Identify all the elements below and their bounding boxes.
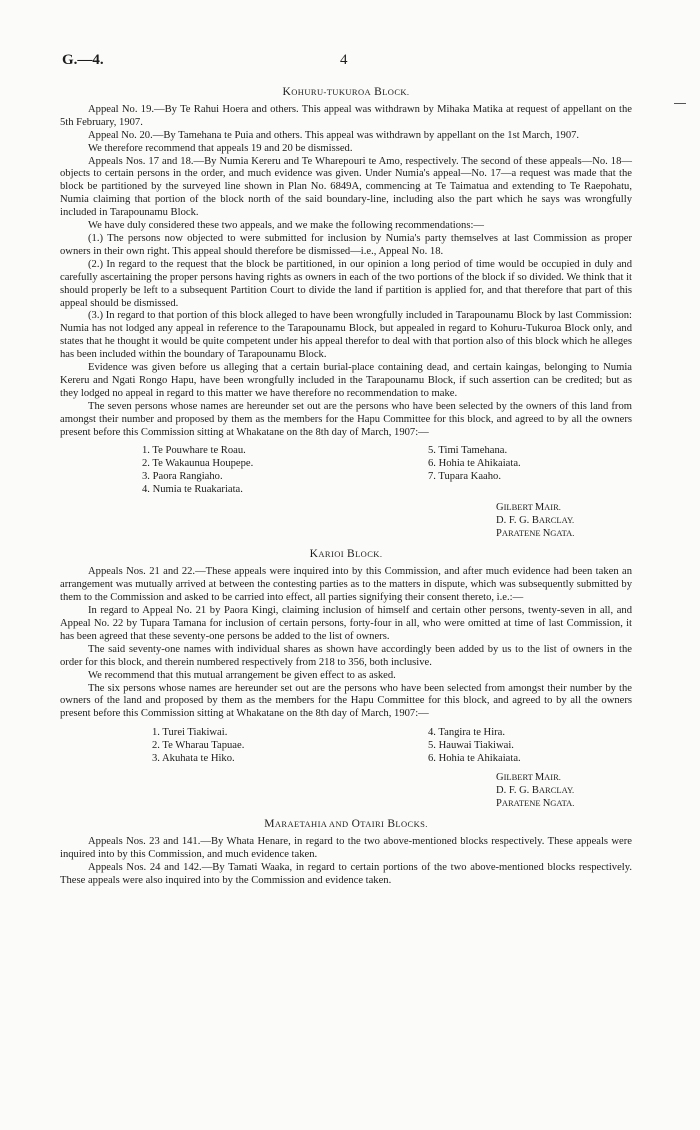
signatory: PARATENE NGATA.	[496, 798, 575, 810]
signature-block	[496, 771, 632, 810]
margin-mark	[674, 103, 686, 104]
document-body	[60, 84, 632, 888]
paragraph: We have duly considered these two appeals, and we make the following recommendations:—	[88, 220, 484, 232]
list-item: 6. Hohia te Ahikaiata.	[428, 753, 521, 765]
list-item: 3. Akuhata te Hiko.	[152, 753, 235, 765]
list-item: 2. Te Wharau Tapuae.	[152, 740, 245, 752]
paragraph: (3.) In regard to that portion of this block alleged to have been wrongfully included in Tarapounamu Block by last Commission: Numia has not lodged any appeal in reference to the Tarapounamu Block, but appealed in regard to Kohuru-Tukuroa Block only, and states that he thought it would be quite competent under his appeal therefor to deal with that portion also of this block which he alleges has been included within the boundary of Tarapounamu Block.	[60, 310, 632, 361]
list-item: 2. Te Wakaunua Houpepe.	[142, 458, 254, 470]
paragraph: Appeal No. 20.—By Tamehana te Puia and others. This appeal was withdrawn by appellant on the 1st March, 1907.	[88, 129, 580, 141]
paragraph: The said seventy-one names with individual shares as shown have accordingly been added by us to the list of owners in the order for this block, and therein numbered respectively from 218 to 356, both inclusive.	[60, 643, 632, 668]
paragraph: We therefore recommend that appeals 19 and 20 be dismissed.	[88, 142, 353, 154]
signatory: D. F. G. BARCLAY.	[496, 785, 575, 797]
paragraph: Evidence was given before us alleging that a certain burial-place containing dead, and certain kaingas, belonging to Numia Kereru and Ngati Rongo Hapu, have been wrongfully included in the Tarapounamu Block, if such assertion can be credited; but as they lodged no appeal in regard to this matter we have therefore no recommendation to make.	[60, 362, 632, 399]
paragraph: Appeals Nos. 17 and 18.—By Numia Kereru and Te Wharepouri te Amo, respectively. The second of these appeals—No. 18—objects to certain persons in the order, and much evidence was given. Under Numia's appeal—No. 17—a request was made that the block be partitioned by the surveyed line shown in Plan No. 6849A, commencing at Te Taimatua and extending to Te Raepohatu, Numia claiming that portion of the block north of the said boundary-line, including also the part which he says was wrongfully included in Tarapounamu Block.	[60, 155, 632, 219]
section-heading-kohuru: KOHURU-TUKUROA BLOCK.	[282, 86, 410, 98]
paragraph: The six persons whose names are hereunder set out are the persons who have been selected from amongst their number by the owners of the land and proposed by them as the members for the Hapu Committee for this block, and agreed to by all the owners present before this Commission sitting at Whakatane on the 8th day of March, 1907:—	[60, 682, 632, 720]
paragraph: The seven persons whose names are hereunder set out are the persons who have been selected by the owners of this land from amongst their number and proposed by them as the members for the Hapu Committee for this block, and agreed to by all the owners present before this Commission sitting at Whakatane on the 8th day of March, 1907:—	[60, 400, 632, 438]
list-item: 5. Hauwai Tiakiwai.	[428, 740, 514, 752]
paragraph: Appeals Nos. 23 and 141.—By Whata Henare, in regard to the two above-mentioned blocks respectively. These appeals were inquired into by this Commission, and much evidence taken.	[60, 836, 632, 861]
paragraph: Appeals Nos. 24 and 142.—By Tamati Waaka, in regard to certain portions of the two above-mentioned blocks respectively. These appeals were also inquired into by the Commission and evidence taken.	[60, 861, 632, 886]
list-item: 7. Tupara Kaaho.	[428, 471, 501, 483]
section-heading-karioi: KARIOI BLOCK.	[309, 548, 383, 561]
list-item: 1. Turei Tiakiwai.	[152, 727, 228, 739]
committee-list-kohuru	[60, 444, 632, 500]
list-item: 6. Hohia te Ahikaiata.	[428, 458, 521, 470]
signatory: GILBERT MAIR.	[496, 772, 561, 784]
section-heading-maraetahia: MARAETAHIA AND OTAIRI BLOCKS.	[264, 818, 428, 831]
list-item: 4. Tangira te Hira.	[428, 727, 506, 739]
committee-list-karioi	[60, 726, 632, 770]
paragraph: (2.) In regard to the request that the block be partitioned, in our opinion a long period of time would be occupied in duly and carefully ascertaining the proper persons having rights as owners in each of the two portions of the block if so divided. We think that it should properly be left to a subsequent Partition Court to divide the land if partition is applied for, and that therefore that part of this appeal should be dismissed.	[60, 258, 632, 309]
page-number: 4	[340, 52, 348, 68]
list-item: 1. Te Pouwhare te Roau.	[142, 445, 246, 457]
paragraph: In regard to Appeal No. 21 by Paora Kingi, claiming inclusion of himself and certain other persons, twenty-seven in all, and Appeal No. 22 by Tupara Tamana for inclusion of certain persons, forty-four in all, who were omitted at time of last Commission, it has been agreed that these seventy-one persons be added to the list of owners.	[60, 605, 632, 642]
list-item: 4. Numia te Ruakariata.	[142, 484, 243, 496]
signatory: D. F. G. BARCLAY.	[496, 515, 575, 527]
signature-block	[496, 501, 632, 540]
signatory: PARATENE NGATA.	[496, 528, 575, 540]
list-item: 5. Timi Tamehana.	[428, 445, 508, 457]
paragraph: We recommend that this mutual arrangement be given effect to as asked.	[88, 669, 396, 681]
paragraph: (1.) The persons now objected to were submitted for inclusion by Numia's party themselves at last Commission as proper owners in their own right. This appeal should therefore be dismissed—i.e., Appeal No. 18.	[60, 232, 632, 257]
paragraph: Appeals Nos. 21 and 22.—These appeals were inquired into by this Commission, and after much evidence had been taken an arrangement was mutually arrived at between the contesting parties as to the matters in dispute, which was subsequently submitted by them to the Commission and asked to be carried into effect, all parties signifying their consent thereto, i.e.:—	[60, 566, 632, 604]
paragraph: Appeal No. 19.—By Te Rahui Hoera and others. This appeal was withdrawn by Mihaka Matika at request of appellant on the 5th February, 1907.	[60, 103, 632, 128]
list-item: 3. Paora Rangiaho.	[142, 471, 223, 483]
signatory: GILBERT MAIR.	[496, 502, 561, 514]
series-number: G.—4.	[62, 52, 104, 68]
